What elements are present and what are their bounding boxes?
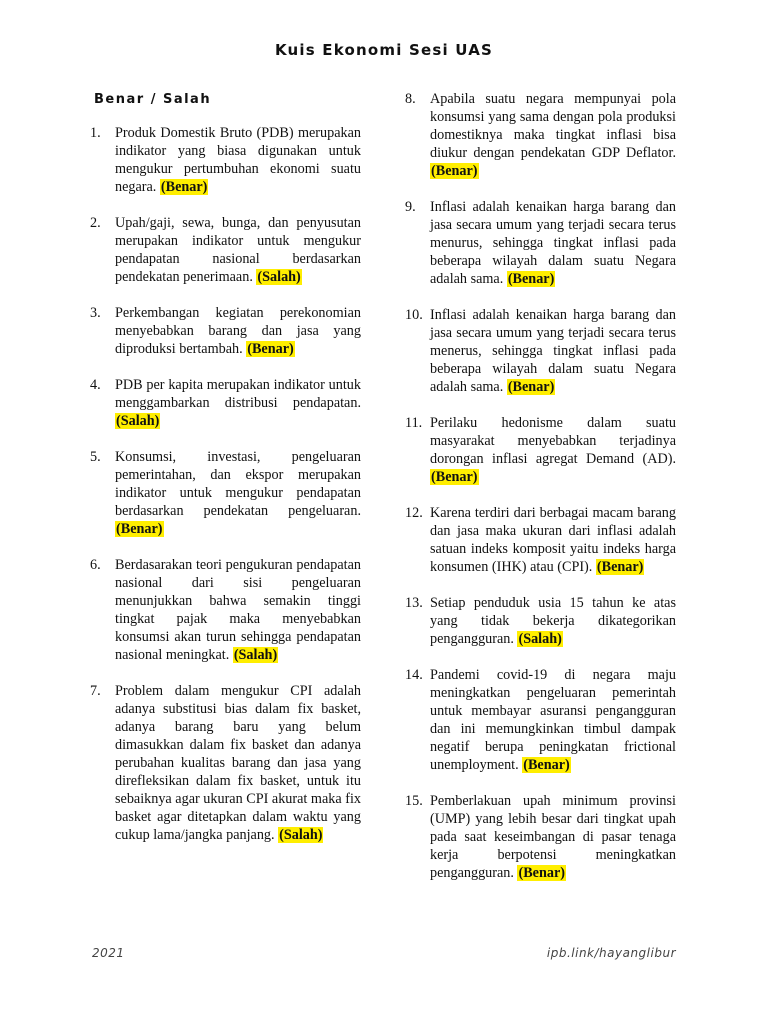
question-text: Inflasi adalah kenaikan harga barang dan jasa secara umum yang terjadi secara terus menerus, sehingga tingkat inflasi pada beberapa wilayah dalam suatu Negara adalah sama. <box>430 307 676 395</box>
question-item <box>405 504 676 576</box>
answer-badge: (Benar) <box>507 271 555 287</box>
question-number: 13. <box>405 595 423 611</box>
question-item <box>405 90 676 180</box>
question-number: 3. <box>90 305 101 321</box>
question-text: Pandemi covid-19 di negara maju meningkatkan pengeluaran pemerintah untuk membayar asuransi pengangguran dan ini memungkinkan timbul dampak negatif berupa peningkatan frictional unemployment. <box>430 667 676 773</box>
question-item <box>405 306 676 396</box>
answer-badge: (Benar) <box>431 469 478 485</box>
question-item <box>405 666 676 774</box>
question-text: Pemberlakuan upah minimum provinsi (UMP) yang lebih besar dari tingkat upah pada saat keseimbangan di pasar tenaga kerja berpotensi meningkatkan pengangguran. <box>430 793 676 881</box>
footer-link[interactable]: ipb.link/hayanglibur <box>546 946 676 960</box>
answer-badge: (Benar) <box>116 521 163 537</box>
question-number: 10. <box>405 307 423 323</box>
question-number: 12. <box>405 505 423 521</box>
question-number: 1. <box>90 125 101 141</box>
answer-badge: (Benar) <box>596 559 644 575</box>
question-number: 15. <box>405 793 423 809</box>
question-number: 14. <box>405 667 423 683</box>
question-number: 2. <box>90 215 101 231</box>
question-item <box>405 198 676 288</box>
question-item <box>405 594 676 648</box>
answer-badge: (Salah) <box>279 827 323 843</box>
question-number: 8. <box>405 91 416 107</box>
question-text: Apabila suatu negara mempunyai pola konsumsi yang sama dengan pola produksi domestiknya maka tingkat inflasi bisa diukur dengan pendekatan GDP Deflator. <box>430 91 676 161</box>
question-item <box>90 556 361 664</box>
question-item <box>90 376 361 430</box>
question-text: PDB per kapita merupakan indikator untuk menggambarkan distribusi pendapatan. <box>115 377 361 411</box>
question-number: 6. <box>90 557 101 573</box>
question-text: Perilaku hedonisme dalam suatu masyarakat menyebabkan terjadinya dorongan inflasi agregat Demand (AD). <box>430 415 676 467</box>
question-item <box>405 792 676 882</box>
section-heading: Benar / Salah <box>94 92 212 107</box>
answer-badge: (Benar) <box>507 379 555 395</box>
answer-badge: (Benar) <box>431 163 478 179</box>
footer-year: 2021 <box>92 946 125 960</box>
question-number: 11. <box>405 415 423 431</box>
question-number: 5. <box>90 449 101 465</box>
question-text: Upah/gaji, sewa, bunga, dan penyusutan merupakan indikator untuk mengukur pendapatan nasional berdasarkan pendekatan penerimaan. <box>115 215 361 285</box>
question-number: 4. <box>90 377 101 393</box>
answer-badge: (Benar) <box>247 341 294 357</box>
question-item <box>405 414 676 486</box>
question-text: Perkembangan kegiatan perekonomian menyebabkan barang dan jasa yang diproduksi bertambah. <box>115 305 361 357</box>
question-number: 7. <box>90 683 101 699</box>
answer-badge: (Salah) <box>116 413 160 429</box>
answer-badge: (Benar) <box>160 179 208 195</box>
answer-badge: (Salah) <box>518 631 562 647</box>
question-text: Produk Domestik Bruto (PDB) merupakan indikator yang biasa digunakan untuk mengukur pertumbuhan ekonomi suatu negara. <box>115 125 361 195</box>
question-item <box>90 124 361 196</box>
question-text: Problem dalam mengukur CPI adalah adanya substitusi bias dalam fix basket, adanya barang baru yang belum dimasukkan dalam fix basket dan adanya perubahan kualitas barang dan jasa yang direfleksikan dalam fix basket, untuk itu sebaiknya agar ukuran CPI akurat maka fix basket agar ditetapkan dalam waktu yang cukup lama/jangka panjang. <box>115 683 361 843</box>
answer-badge: (Salah) <box>233 647 278 663</box>
question-item <box>90 448 361 538</box>
answer-badge: (Benar) <box>518 865 565 881</box>
question-number: 9. <box>405 199 416 215</box>
answer-badge: (Salah) <box>257 269 301 285</box>
question-text: Karena terdiri dari berbagai macam barang dan jasa maka ukuran dari inflasi adalah satuan indeks komposit yaitu indeks harga konsumen (IHK) atau (CPI). <box>430 505 676 575</box>
question-text: Konsumsi, investasi, pengeluaran pemerintahan, dan ekspor merupakan indikator untuk mengukur pendapatan berdasarkan pendekatan pengeluaran. <box>115 449 361 519</box>
questions-right-column <box>405 90 676 900</box>
question-text: Berdasarakan teori pengukuran pendapatan nasional dari sisi pengeluaran menunjukkan bahwa semakin tinggi tingkat pajak maka menyebabkan konsumsi akan turun sehingga pendapatan nasional meningkat. <box>115 557 361 663</box>
question-text: Setiap penduduk usia 15 tahun ke atas yang tidak bekerja dikategorikan pengangguran. <box>430 595 676 647</box>
question-text: Inflasi adalah kenaikan harga barang dan jasa secara umum yang terjadi secara terus menurus, sehingga tingkat inflasi pada beberapa wilayah dalam suatu Negara adalah sama. <box>430 199 676 287</box>
page-title: Kuis Ekonomi Sesi UAS <box>274 41 494 59</box>
questions-left-column <box>90 124 361 862</box>
question-item <box>90 682 361 844</box>
answer-badge: (Benar) <box>523 757 570 773</box>
question-item <box>90 214 361 286</box>
question-item <box>90 304 361 358</box>
